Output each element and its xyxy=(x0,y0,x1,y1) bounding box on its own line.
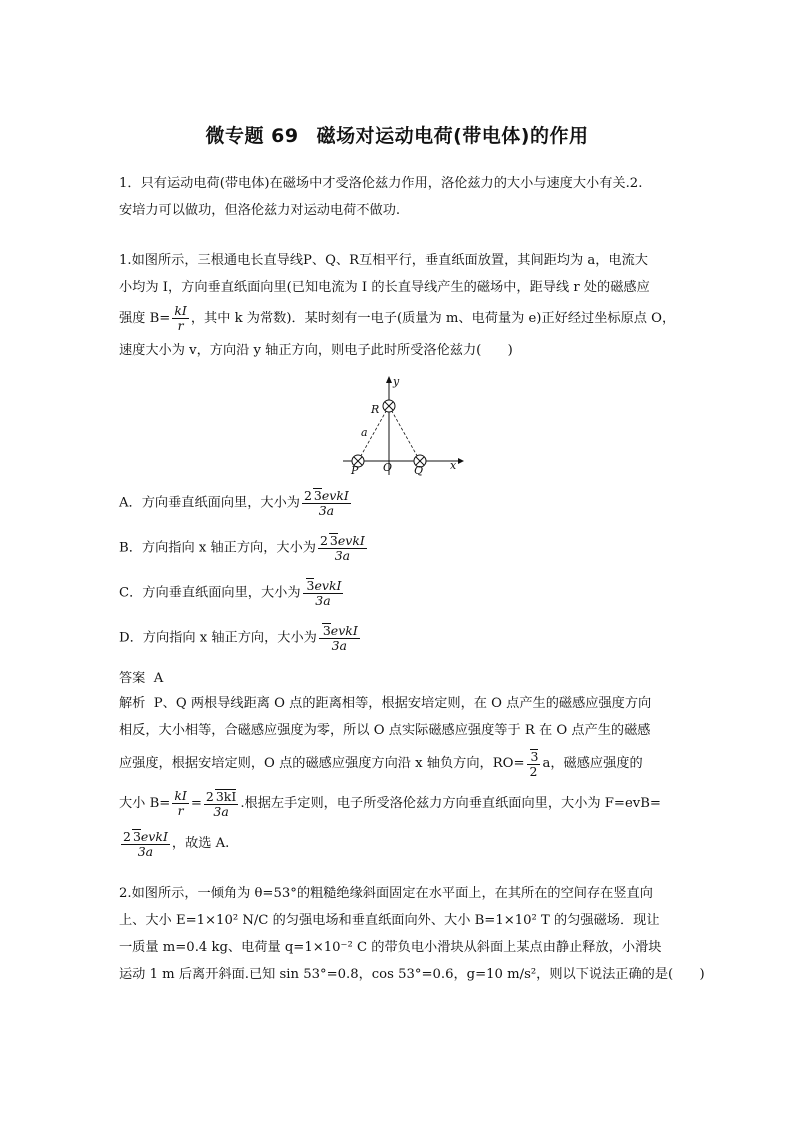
fraction-denominator: 3a xyxy=(318,502,335,518)
intro-line: 安培力可以做功，但洛伦兹力对运动电荷不做功. xyxy=(119,203,401,218)
fraction-denominator: r xyxy=(177,318,184,333)
label-a: a xyxy=(361,426,368,439)
sqrt-icon: 3 xyxy=(313,488,322,503)
wire-R-icon xyxy=(383,400,395,412)
sqrt-icon: 3kI xyxy=(215,788,237,804)
title-topic: 磁场对运动电荷(带电体)的作用 xyxy=(316,125,589,147)
fraction-numerator: 2 3kI xyxy=(205,788,237,804)
answer-line xyxy=(119,667,163,686)
fraction-denominator: 2 xyxy=(529,763,538,779)
label-Q: Q xyxy=(414,464,424,477)
fraction xyxy=(204,789,238,819)
analysis-line: $\frac{\text{2 3evkI}}{3a}$ ，故选 A. xyxy=(123,828,230,859)
label-R: R xyxy=(371,403,380,416)
q1-text: 强度 B= xyxy=(119,311,171,326)
x-axis-label: x xyxy=(450,459,457,472)
analysis-paragraph xyxy=(119,690,675,864)
q1-text: ，其中 k 为常数)．某时刻有一电子(质量为 m、电荷量为 e)正好经过坐标原点 O， xyxy=(190,311,676,326)
label-P: P xyxy=(351,464,359,477)
fraction xyxy=(121,829,170,859)
q2-line: 上、大小 E=1×10² N/C 的匀强电场和垂直纸面向外、大小 B=1×10² T 的匀强磁场．现让 xyxy=(119,913,660,928)
page-title xyxy=(0,121,794,148)
analysis-line: 大小 B= $\frac{kI}{r}$ = $\frac{2 3kI}{3a}$ .根据左手定则，电子所受洛伦兹力方向垂直纸面向里，大小为 F=evB= xyxy=(119,788,661,819)
sqrt-icon: 3 xyxy=(322,623,331,638)
analysis-label: 解析 xyxy=(119,696,146,711)
fraction-numerator: 3evkI xyxy=(303,578,344,594)
fraction xyxy=(319,623,360,653)
q2-line: 2.如图所示，一倾角为 θ=53°的粗糙绝缘斜面固定在水平面上，在其所在的空间存在竖直向 xyxy=(119,886,653,901)
q1-line xyxy=(119,301,675,337)
intro-line: 1．只有运动电荷(带电体)在磁场中才受洛伦兹力作用，洛伦兹力的大小与速度大小有关.2. xyxy=(119,176,643,191)
fraction-denominator: 3a xyxy=(137,843,154,859)
option-text: C．方向垂直纸面向里，大小为 xyxy=(119,585,301,601)
fraction xyxy=(527,749,541,779)
label-O: O xyxy=(383,461,393,474)
fraction xyxy=(172,789,189,818)
fraction-numerator: 2 3evkI xyxy=(123,828,168,844)
fraction-numerator: kI xyxy=(174,303,187,319)
sqrt-icon: 3 xyxy=(530,748,539,764)
option-a[interactable] xyxy=(119,488,353,518)
option-text: B．方向指向 x 轴正方向，大小为 xyxy=(119,540,316,556)
answer-value: A xyxy=(153,671,164,686)
fraction-denominator: 3a xyxy=(331,637,348,653)
question-2-stem xyxy=(119,880,705,988)
wire-diagram xyxy=(338,373,468,477)
option-b[interactable] xyxy=(119,533,369,563)
fraction xyxy=(172,304,189,333)
fraction-numerator: 2 3evkI xyxy=(319,533,365,548)
dashed-line-RQ xyxy=(389,406,420,461)
title-number: 微专题 69 xyxy=(205,125,299,147)
y-axis-label: y xyxy=(393,375,400,388)
sqrt-icon: 3 xyxy=(329,533,338,548)
option-text: D．方向指向 x 轴正方向，大小为 xyxy=(119,630,317,646)
fraction xyxy=(302,488,351,518)
fraction-numerator: 2 3evkI xyxy=(303,488,349,503)
option-text: A．方向垂直纸面向里，大小为 xyxy=(119,495,300,511)
fraction-denominator: 3a xyxy=(315,592,331,608)
fraction xyxy=(318,533,367,563)
fraction xyxy=(303,578,344,608)
analysis-line: 解析 P、Q 两根导线距离 O 点的距离相等，根据安培定则，在 O 点产生的磁感应强度方向 xyxy=(119,696,652,711)
q2-line: 一质量 m=0.4 kg、电荷量 q=1×10⁻² C 的带负电小滑块从斜面上某点由静止释放，小滑块 xyxy=(119,940,662,955)
q1-line: 小均为 I，方向垂直纸面向里(已知电流为 I 的长直导线产生的磁场中，距导线 r 处的磁感应 xyxy=(119,280,650,295)
sqrt-icon: 3 xyxy=(306,578,315,593)
intro-paragraph xyxy=(119,170,675,224)
analysis-line: 应强度，根据安培定则，O 点的磁感应强度方向沿 x 轴负方向，RO= $\frac{3}{2}$ a，磁感应强度的 xyxy=(119,748,643,779)
fraction-denominator: 3a xyxy=(213,803,229,819)
option-d[interactable] xyxy=(119,623,362,653)
question-1-stem xyxy=(119,247,675,364)
answer-label: 答案 xyxy=(119,671,146,686)
fraction-denominator: 3a xyxy=(334,547,351,563)
fraction-numerator: 3evkI xyxy=(319,623,360,639)
q1-line: 速度大小为 v，方向沿 y 轴正方向，则电子此时所受洛伦兹力( ) xyxy=(119,343,513,358)
fraction-denominator: r xyxy=(177,803,184,818)
option-c[interactable] xyxy=(119,578,345,608)
q2-line: 运动 1 m 后离开斜面.已知 sin 53°=0.8，cos 53°=0.6，g=10 m/s²，则以下说法正确的是( ) xyxy=(119,967,705,982)
q1-line: 1.如图所示，三根通电长直导线P、Q、R互相平行，垂直纸面放置，其间距均为 a，电流大 xyxy=(119,253,648,268)
fraction-numerator: kI xyxy=(174,788,187,804)
fraction-numerator xyxy=(527,749,541,765)
analysis-line: 相反，大小相等，合磁感应强度为零，所以 O 点实际磁感应强度等于 R 在 O 点产生的磁感 xyxy=(119,723,651,738)
